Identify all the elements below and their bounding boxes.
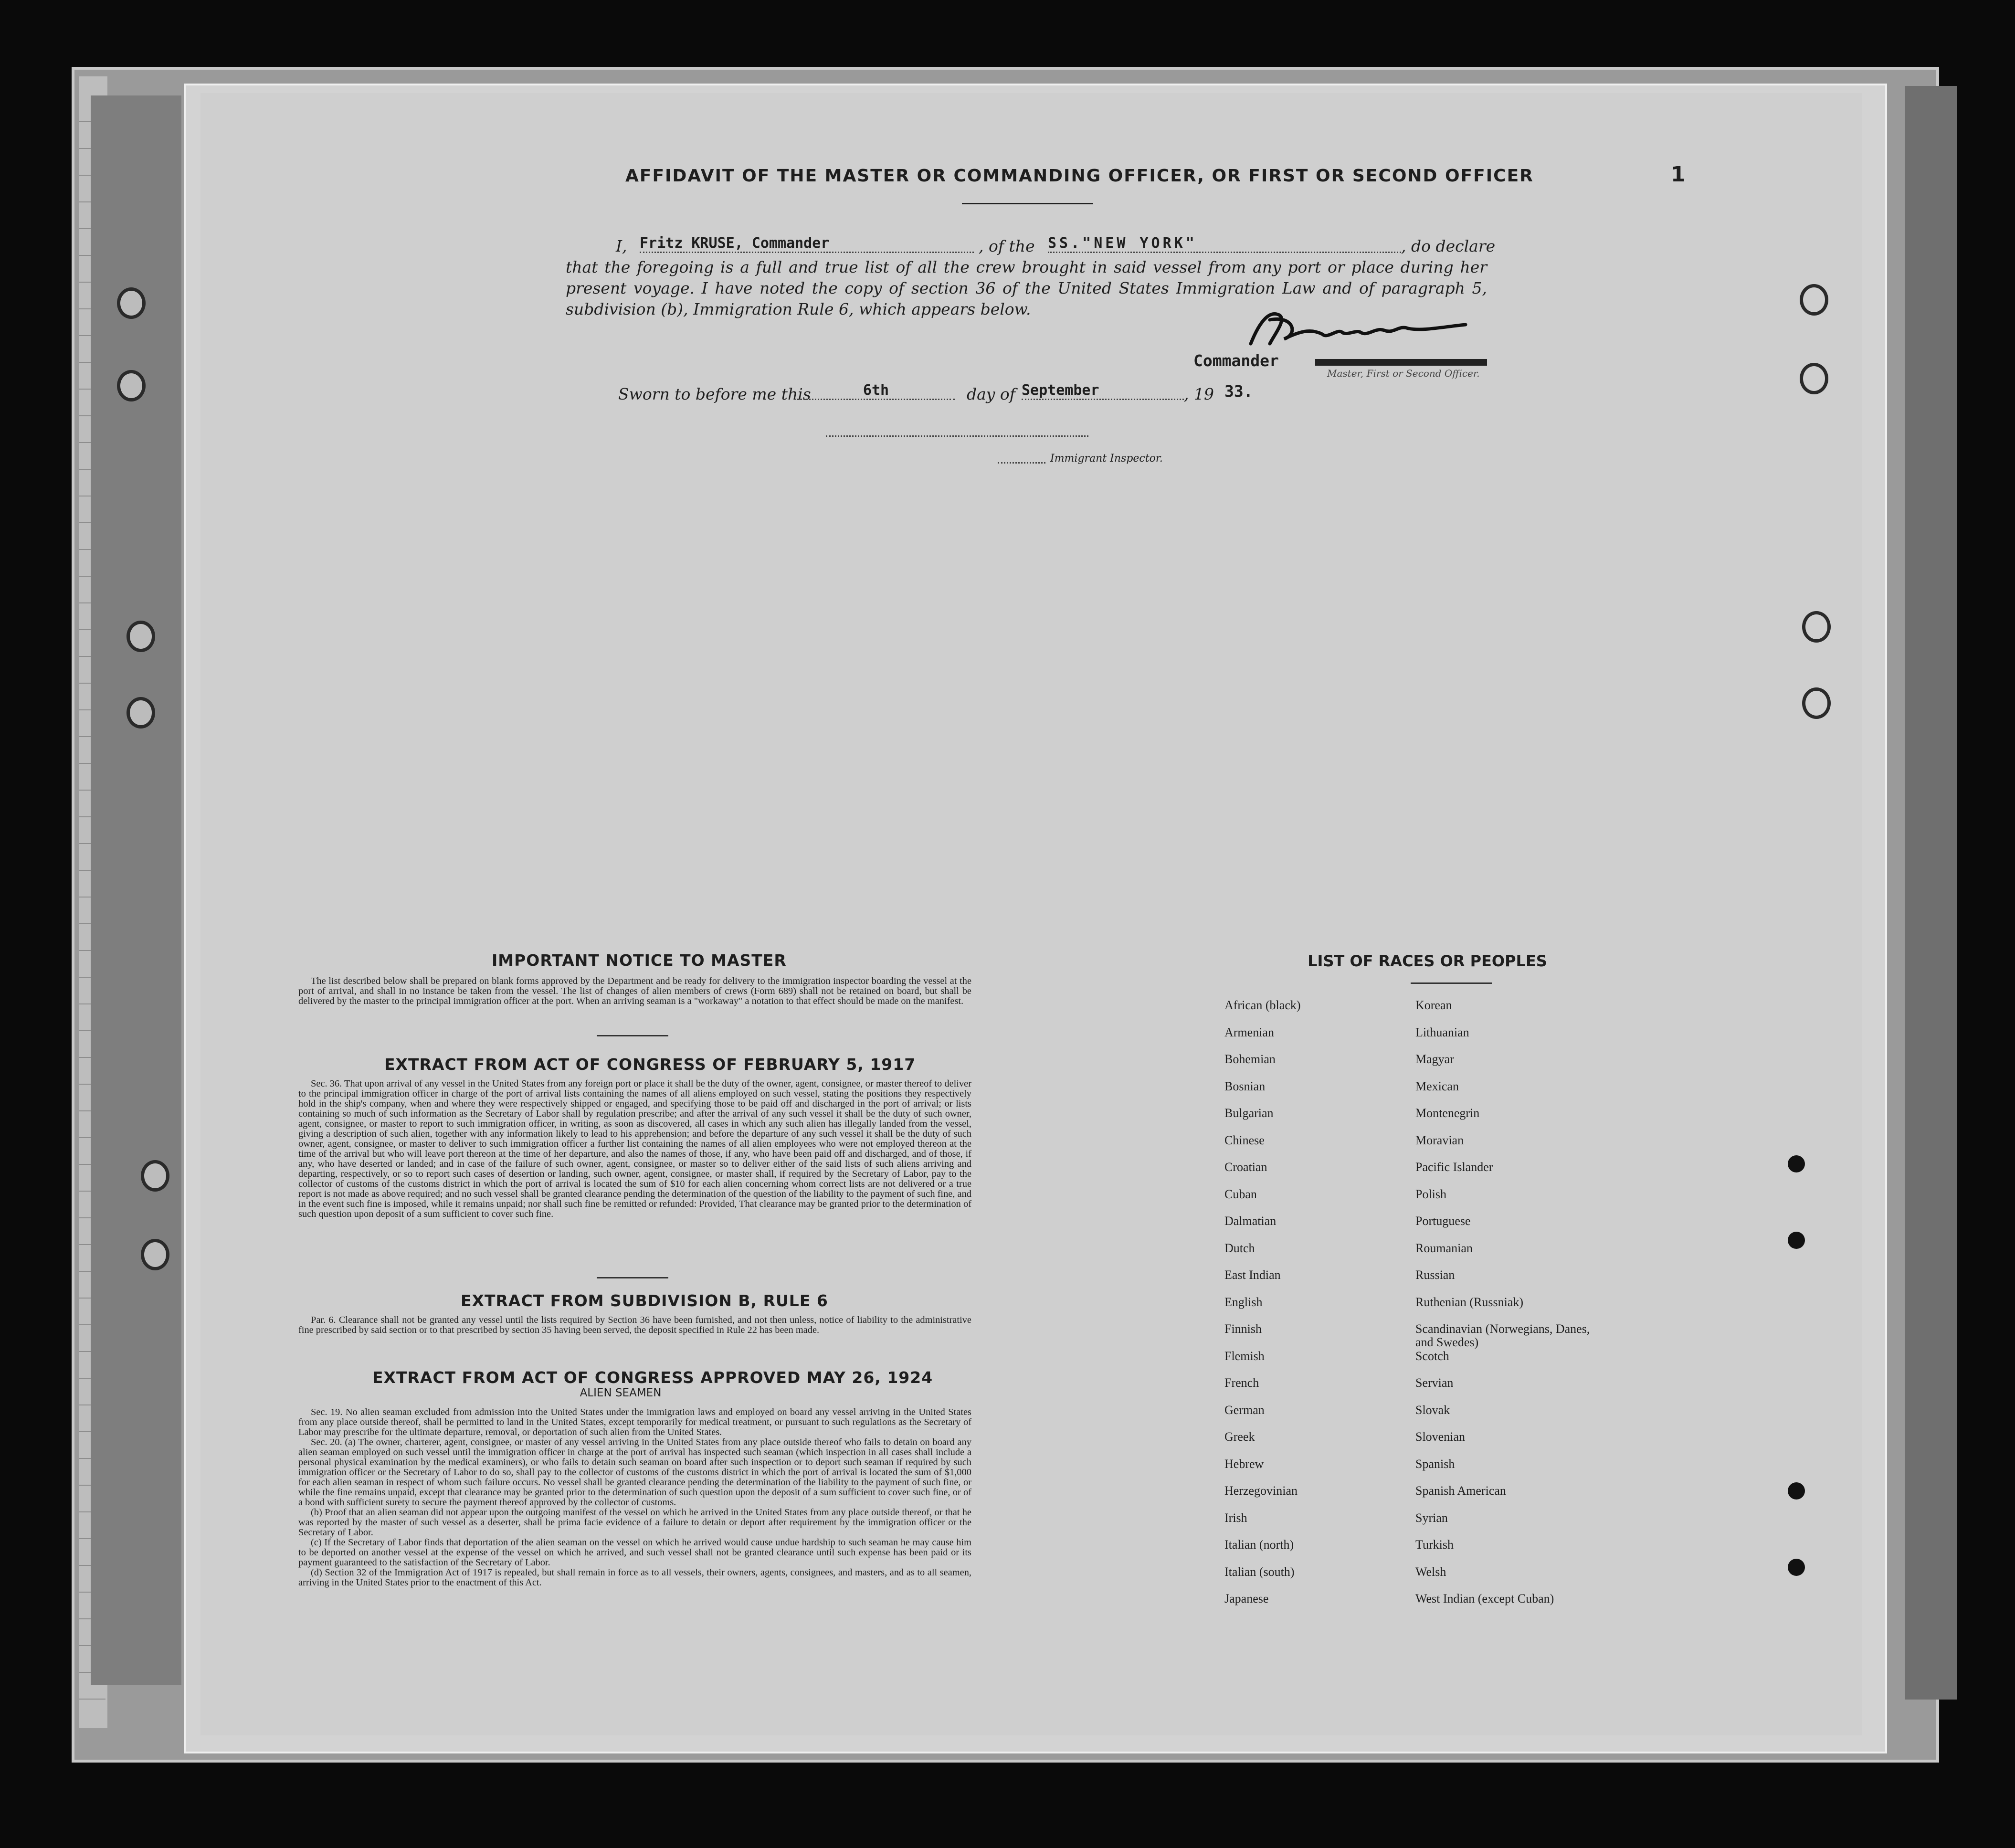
race-item: Moravian xyxy=(1415,1133,1464,1147)
races-rule xyxy=(1411,982,1492,984)
race-item: Welsh xyxy=(1415,1564,1446,1579)
of-the-text: , of the xyxy=(979,237,1035,255)
affidavit-i: I, xyxy=(616,237,627,255)
sec-20c-paragraph: (c) If the Secretary of Labor finds that deportation of the alien seaman on the vessel on which he arrived would cause undue hardship to such seaman he may cause him to be deported on another vessel at the expense of the vessel on which he arrived, and such vessel shall not be granted clearance until such expense has been paid or its payment guaranteed to the satisfaction of the Secretary of Labor. xyxy=(298,1537,971,1568)
notice-text xyxy=(298,976,971,1006)
page-hole xyxy=(1802,611,1831,643)
page-hole-dark xyxy=(1788,1482,1805,1500)
race-item: Montenegrin xyxy=(1415,1106,1480,1120)
page-number: 1 xyxy=(1671,162,1686,187)
strikeout xyxy=(1315,359,1487,366)
race-item: Syrian xyxy=(1415,1510,1448,1525)
sworn-text: Sworn to before me this xyxy=(618,385,811,403)
alien-seamen-subtitle: ALIEN SEAMEN xyxy=(580,1387,662,1399)
race-item: Slovenian xyxy=(1415,1430,1465,1444)
race-item: Polish xyxy=(1415,1187,1447,1201)
race-item: Irish xyxy=(1224,1510,1247,1525)
race-item: Lithuanian xyxy=(1415,1025,1469,1039)
title-rule xyxy=(962,203,1093,204)
page-hole-dark xyxy=(1788,1155,1805,1172)
race-item: Dutch xyxy=(1224,1241,1255,1255)
sec-20d-paragraph: (d) Section 32 of the Immigration Act of 1917 is repealed, but shall remain in force as to all vessels, their owners, agents, consignees, and masters, and as to all seamen, arriving in the United States prior to the enactment of this Act. xyxy=(298,1567,971,1588)
inspector-signature-line xyxy=(826,435,1088,437)
race-item: Japanese xyxy=(1224,1592,1269,1605)
race-item: West Indian (except Cuban) xyxy=(1415,1592,1554,1605)
race-item: German xyxy=(1224,1403,1265,1417)
page-hole-dark xyxy=(1788,1559,1805,1576)
race-item: Magyar xyxy=(1415,1052,1454,1066)
race-item: Cuban xyxy=(1224,1187,1257,1201)
race-item: Greek xyxy=(1224,1430,1255,1444)
binder-hole xyxy=(141,1239,169,1270)
binder-hole xyxy=(127,621,155,652)
race-item: Bohemian xyxy=(1224,1052,1276,1066)
race-item: Mexican xyxy=(1415,1079,1459,1093)
race-item: Russian xyxy=(1415,1268,1455,1282)
race-item: East Indian xyxy=(1224,1268,1281,1282)
race-item: Bulgarian xyxy=(1224,1106,1274,1120)
affidavit-title: AFFIDAVIT OF THE MASTER OR COMMANDING OFFICER, OR FIRST OR SECOND OFFICER xyxy=(625,166,1534,186)
race-item: Servian xyxy=(1415,1376,1454,1390)
race-item: Armenian xyxy=(1224,1025,1274,1039)
sec-19-paragraph: Sec. 19. No alien seaman excluded from admission into the United States under the immigration laws and employed on board any vessel arriving in the United States from any place outside thereof, shall be permitted to land in the United States, except temporarily for medical treatment, or pursuant to such regulations as the Secretary of Labor may prescribe for the ultimate departure, removal, or deportation of such alien from the United States. xyxy=(298,1407,971,1437)
master-name-field: Fritz KRUSE, Commander xyxy=(640,235,974,253)
race-item: Portuguese xyxy=(1415,1214,1471,1228)
binder-right-edge xyxy=(1905,86,1957,1700)
extract-1924-title: EXTRACT FROM ACT OF CONGRESS APPROVED MAY 26, 1924 xyxy=(372,1368,933,1387)
binder-hole xyxy=(117,370,146,401)
race-item: Pacific Islander xyxy=(1415,1160,1493,1174)
extract-rule6-title: EXTRACT FROM SUBDIVISION B, RULE 6 xyxy=(461,1291,828,1310)
sworn-month-field: September xyxy=(1022,382,1184,400)
inspector-label-line xyxy=(998,462,1045,464)
page-hole xyxy=(1800,284,1828,316)
section-rule xyxy=(597,1277,668,1278)
binder-hole xyxy=(127,697,155,729)
race-item: Finnish xyxy=(1224,1322,1262,1336)
signature-title: Commander xyxy=(1193,351,1279,370)
binder-spine xyxy=(91,95,181,1685)
extract-1917-text xyxy=(298,1079,971,1219)
page-hole-dark xyxy=(1788,1232,1805,1249)
race-item: French xyxy=(1224,1376,1259,1390)
race-item: Scotch xyxy=(1415,1349,1449,1363)
notice-title: IMPORTANT NOTICE TO MASTER xyxy=(492,951,787,970)
race-item: Chinese xyxy=(1224,1133,1265,1147)
race-item: Korean xyxy=(1415,998,1452,1012)
inspector-label: Immigrant Inspector. xyxy=(1050,453,1163,465)
do-declare-text: , do declare xyxy=(1401,237,1496,255)
vessel-name-field: SS."NEW YORK" xyxy=(1048,235,1401,253)
binder-hole xyxy=(117,287,146,319)
sworn-year-field: 33. xyxy=(1224,382,1253,401)
race-item: Ruthenian (Russniak) xyxy=(1415,1295,1524,1309)
commander-signature xyxy=(1241,301,1480,353)
race-item: Italian (south) xyxy=(1224,1564,1295,1579)
race-item: Flemish xyxy=(1224,1349,1265,1363)
notice-paragraph: The list described below shall be prepared on blank forms approved by the Department and be ready for delivery to the immigration inspector boarding the vessel at the port of arrival, and shall in no instance be taken from the vessel. The list of changes of alien members of crews (Form 689) shall not be retained on board, but shall be delivered by the master to the principal immigration officer at the port. When an arriving seaman is a "workaway" a notation to that effect should be made on the manifest. xyxy=(298,976,971,1006)
race-item: Slovak xyxy=(1415,1403,1450,1417)
section-rule xyxy=(597,1035,668,1036)
par-6-paragraph: Par. 6. Clearance shall not be granted any vessel until the lists required by Section 36 have been furnished, and not then unless, notice of liability to the administrative fine prescribed by said section or to that prescribed by section 35 having been served, the deposit specified in Rule 22 has been made. xyxy=(298,1315,971,1335)
binder-hole xyxy=(141,1160,169,1192)
races-title: LIST OF RACES OR PEOPLES xyxy=(1308,952,1547,970)
sec-20b-paragraph: (b) Proof that an alien seaman did not appear upon the outgoing manifest of the vessel on which he arrived in the United States from any place outside thereof, or that he was reported by the master of such vessel as a deserter, shall be prima facie evidence of a failure to detain or deport after requirement by the immigration officer or the Secretary of Labor. xyxy=(298,1507,971,1538)
race-item: Turkish xyxy=(1415,1538,1454,1552)
sec-20a-paragraph: Sec. 20. (a) The owner, charterer, agent, consignee, or master of any vessel arriving in the United States from any place outside thereof who fails to detain on board any alien seaman employed on such vessel until the immigration officer in charge at the port of arrival has inspected such seaman (which inspection in all cases shall include a personal physical examination by the medical examiners), or who fails to detain such seaman on board after such inspection or to deport such seaman if required by such immigration officer or the Secretary of Labor to do so, shall pay to the collector of customs of the customs district in which the port of arrival is located the sum of $1,000 for each alien seaman in respect of whom such failure occurs. No vessel shall be granted clearance pending the determination of the liability to the payment of such fine, or while the fine remains unpaid, except that clearance may be granted prior to the determination of such question upon the deposit of a sum sufficient to cover such fine, or of a bond with sufficient surety to secure the payment thereof approved by the collector of customs. xyxy=(298,1437,971,1508)
day-of-text: day of xyxy=(967,385,1016,403)
extract-rule6-text xyxy=(298,1315,971,1335)
page-hole xyxy=(1802,687,1831,719)
race-item: Bosnian xyxy=(1224,1079,1266,1093)
sworn-day-field: 6th xyxy=(797,382,955,400)
extract-1917-title: EXTRACT FROM ACT OF CONGRESS OF FEBRUARY 5, 1917 xyxy=(384,1055,916,1074)
race-item: Italian (north) xyxy=(1224,1538,1294,1552)
race-item: Hebrew xyxy=(1224,1457,1264,1471)
signature-caption: Master, First or Second Officer. xyxy=(1327,368,1480,379)
race-item: African (black) xyxy=(1224,998,1301,1012)
affidavit-declaration: that the foregoing is a full and true list of all the crew brought in said vessel from any port or place during her present voyage. I have noted the copy of section 36 of the United States Immigration Law and of paragraph 5, subdivision (b), Immigration Rule 6, which appears below. xyxy=(566,258,1487,318)
race-item: Spanish xyxy=(1415,1457,1455,1471)
page-hole xyxy=(1800,363,1828,394)
race-item: Herzegovinian xyxy=(1224,1484,1298,1498)
race-item: Spanish American xyxy=(1415,1484,1506,1498)
year-prefix: , 19 xyxy=(1184,385,1214,403)
race-item: Dalmatian xyxy=(1224,1214,1277,1228)
extract-1924-text xyxy=(298,1407,971,1588)
race-item: Croatian xyxy=(1224,1160,1267,1174)
race-item: English xyxy=(1224,1295,1263,1309)
race-item: Roumanian xyxy=(1415,1241,1473,1255)
section-36-paragraph: Sec. 36. That upon arrival of any vessel in the United States from any foreign port or place it shall be the duty of the owner, agent, consignee, or master thereof to deliver to the principal immigration officer in charge of the port of arrival lists containing the names of all aliens employed on such vessel, stating the positions they respectively hold in the ship's company, when and where they were respectively shipped or engaged, and specifying those to be paid off and discharged in the port of arrival; or lists containing so much of such information as the Secretary of Labor shall by regulation prescribe; and after the arrival of any such vessel it shall be the duty of such owner, agent, consignee, or master to report to such immigration officer, in writing, as soon as discovered, all cases in which any such alien has illegally landed from the vessel, giving a description of such alien, together with any information likely to lead to his apprehension; and before the departure of any such vessel it shall be the duty of such owner, agent, consignee, or master to deliver to such immigration officer a further list containing the names of all alien employees who were not employed thereon at the time of the arrival but who will leave port thereon at the time of her departure, and also the names of those, if any, who have been paid off and discharged, and of those, if any, who have deserted or landed; and in case of the failure of such owner, agent, consignee, or master so to deliver either of the said lists of such aliens arriving and departing, respectively, or so to report such cases of desertion or landing, such owner, agent, consignee, or master shall, if required by the Secretary of Labor, pay to the collector of customs of the customs district in which the port of arrival is located the sum of $10 for each alien concerning whom correct lists are not delivered or a true report is not made as above required; and no such vessel shall be granted clearance pending the determination of the question of the liability to the payment of such fine, and in the event such fine is imposed, while it remains unpaid; nor shall such fine be remitted or refunded: Provided, That clearance may be granted prior to the determination of such question upon deposit of a sum sufficient to cover such fine. xyxy=(298,1078,971,1219)
race-item: Scandinavian (Norwegians, Danes, and Swedes) xyxy=(1415,1322,1590,1349)
